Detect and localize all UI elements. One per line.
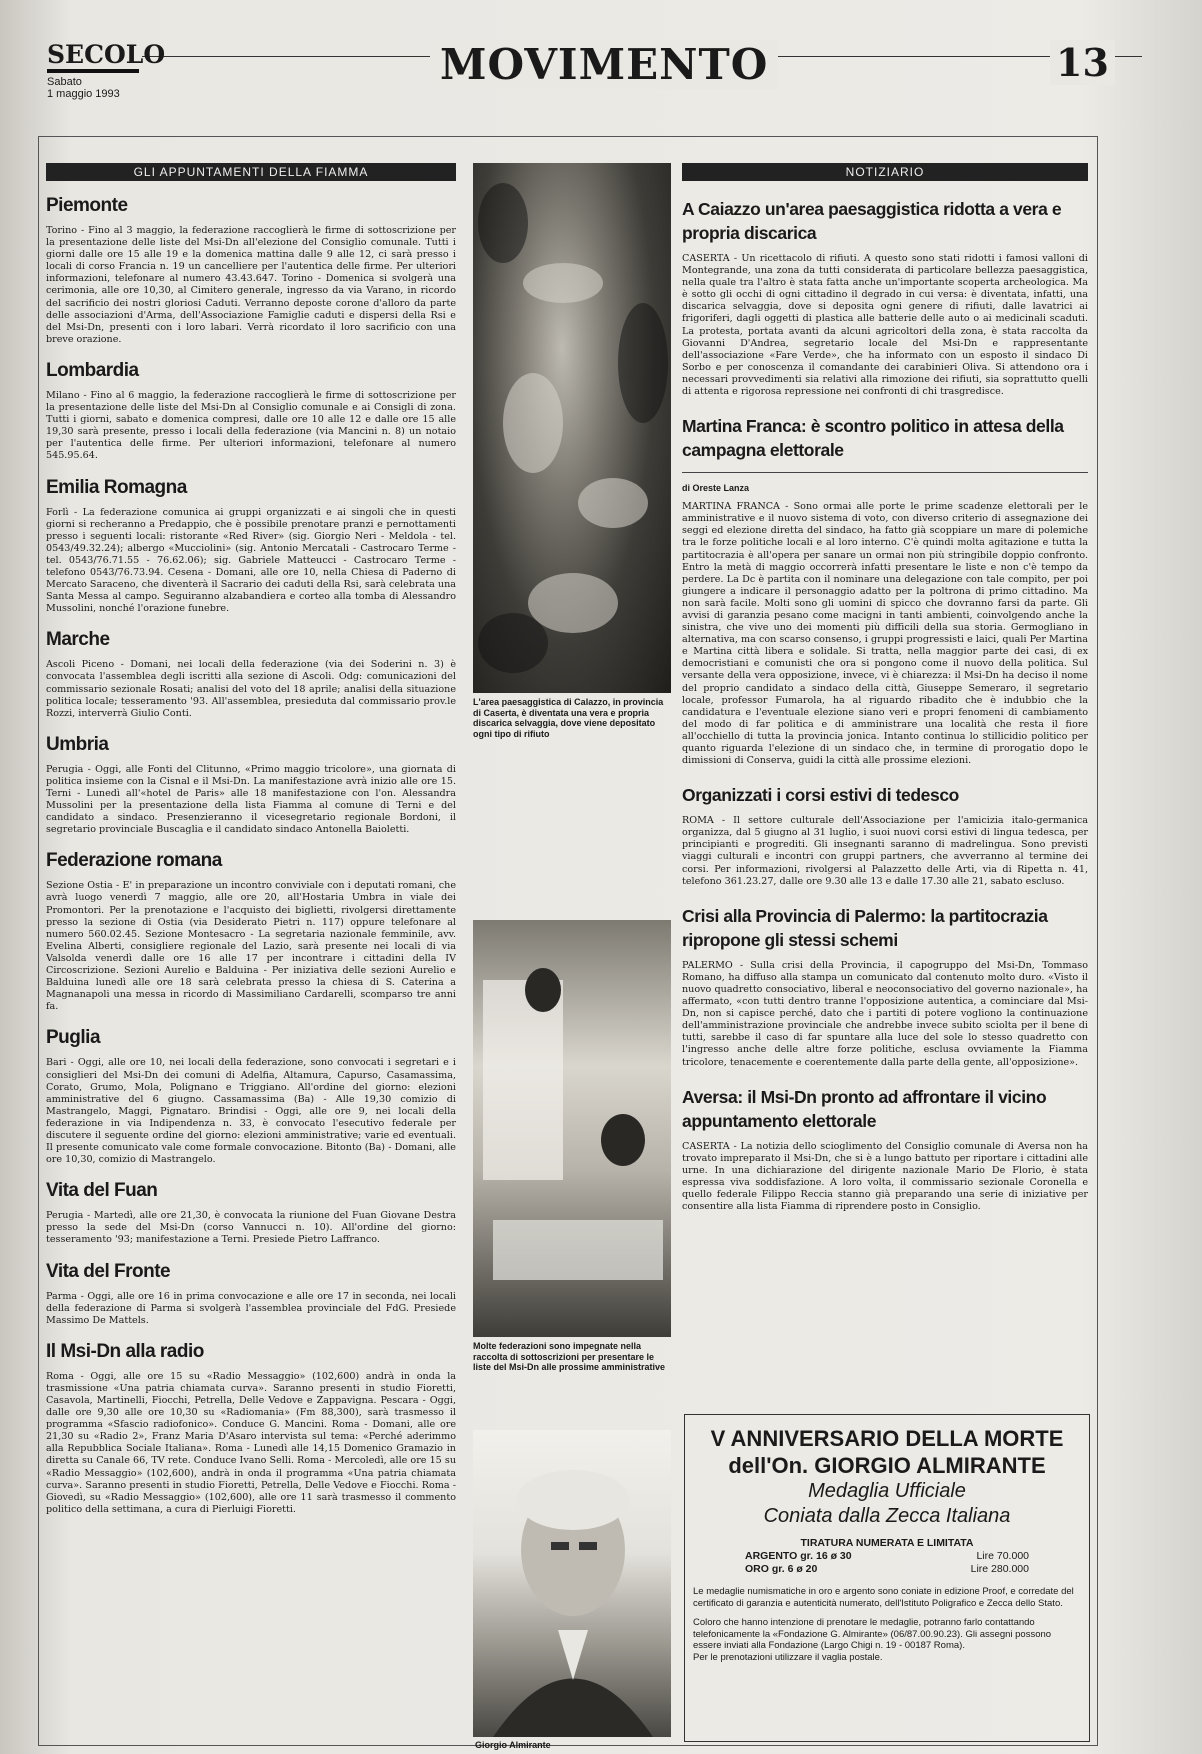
ad-mint-line: Coniata dalla Zecca Italiana [763,1505,1011,1527]
article-headline: A Caiazzo un'area paesaggistica ridotta a vera e propria discarica [682,199,1062,243]
region-heading: Umbria [46,733,109,755]
issue-day: Sabato [47,76,82,88]
almirante-portrait [473,1430,671,1737]
issue-full-date: 1 maggio 1993 [47,88,120,100]
page-number: 13 [1050,40,1115,85]
region-text: Perugia - Oggi, alle Fonti del Clitunno, «Primo maggio tricolore», una giornata di politica insieme con la Cisnal e il Msi-Dn. La manifestazione avrà inizio alle ore 15. Terni - Lunedì all'«hotel de Paris» alle 18 manifestazione con l'on. Alessandra Mussolini per la presentazione della lista Fiamma al comune di Terni e del candidato a sindaco. Presenzieranno il vicesegretario regionale Bordoni, il segretario provinciale Buscaglia e il candidato sindaco Antonella Baioletti. [46,763,456,836]
signatures-photo-texture [473,920,671,1337]
landfill-photo [473,163,671,693]
article-headline: Aversa: il Msi-Dn pronto ad affrontare il vicino appuntamento elettorale [682,1086,1047,1131]
region-heading: Piemonte [46,195,128,216]
ad-note-proof: Le medaglie numismatiche in oro e argento sono coniate in edizione Proof, e corredate del certificato di garanzia e autenticità numerato, dell'Istituto Poligrafico e Zecca dello Stato. [693,1586,1074,1609]
news-header: NOTIZIARIO [682,163,1088,181]
region-text: Ascoli Piceno - Domani, nei locali della federazione (via dei Soderini n. 3) è convocata l'assemblea degli iscritti alla sezione di Ascoli. Odg: comunicazioni del commissario sezionale Rosati; analisi del voto del 18 aprile; analisi della situazione politica locale; tesseramento '93. All'assemblea, presieduta dal commissario prov.le Rozzi, interverrà Giulio Conti. [46,659,456,719]
signatures-caption: Molte federazioni sono impegnate nella raccolta di sottoscrizioni per presentare le liste del Msi-Dn alle prossime amministrative [473,1341,666,1372]
ad-gold-spec: ORO gr. 6 ø 20 [745,1563,818,1575]
region-heading: Vita del Fuan [46,1180,158,1202]
ad-anniversary-line: V ANNIVERSARIO DELLA MORTE [710,1426,1064,1451]
region-heading: Puglia [46,1027,101,1049]
region-text: Roma - Oggi, alle ore 15 su «Radio Messaggio» (102,600) andrà in onda la trasmissione «Una patria chiamata curva». Saranno presenti in studio Fioretti, Casavola, Martinelli, Fiocchi, Petrella, Delle Vedove e Zappavigna. Pescara - Oggi, dalle ore 9,30 alle ore 10,30 su «Radiomania» (Fm 88,300), sarà trasmesso il programma «Sfascio radiofonico». Conduce G. Mancini. Roma - Domani, alle ore 21,30 su «Radio 2», Franz Maria D'Asaro intervista sul tema: «Perché aderimmo alla Repubblica Sociale Italiana». Roma - Lunedì alle 14,15 Domenico Gramazio in diretta su Canale 66, TV rete. Conduce Ivano Selli. Roma - Mercoledì, alle ore 15 su «Radio Messaggio» (102,600), andrà in onda il programma «Una patria chiamata curva». Saranno presenti in studio Fioretti, Petrella, Delle Vedove e Fiocchi. Roma - Giovedì, su «Radio Messaggio» (102,600), alle ore 11 sarà trasmesso il commento politico della settimana, a cura di Pierluigi Fioretti. [46,1370,456,1515]
ad-silver-spec: ARGENTO gr. 16 ø 30 [745,1550,852,1562]
region-text: Parma - Oggi, alle ore 16 in prima convocazione e alle ore 17 in seconda, nei locali della federazione di Parma si svolgerà l'assemblea provinciale del FdG. Presiede Massimo De Mattels. [46,1290,456,1326]
news-column [682,163,1088,1391]
region-heading: Lombardia [46,359,139,381]
region-text: Forlì - La federazione comunica ai gruppi organizzati e ai singoli che in questi giorni si recheranno a Predappio, che è possibile prenotare pranzi e pernottamenti presso i seguenti locali: ristorante «Red River» (sig. Giorgio Neri - Meldola - tel. 0543/49.32.24); albergo «Mucciolini» (sig. Antonio Mercatali - Castrocaro Terme - tel. 0543/76.71.55 - 76.62.06); sig. Gabriele Matteucci - Castrocaro Terme - telefono 0543/76.73.94. Cesena - Domani, alle ore 10, nella Chiesa di Paderno di Mercato Saraceno, che diventerà il Sacrario dei caduti della Rsi, sarà celebrata una Santa Messa al campo. Seguiranno alzabandiera e corteo alla tomba di Alessandro Mussolini, nonché l'orazione funebre. [46,506,456,615]
ad-name-line: dell'On. GIORGIO ALMIRANTE [728,1453,1046,1478]
section-title: MOVIMENTO [430,40,778,89]
article-text: CASERTA - La notizia dello scioglimento del Consiglio comunale di Aversa non ha trovato impreparato il Msi-Dn, che si è a lungo battuto per riportare i cittadini alle urne. In una dichiarazione del dirigente nazionale Mario De Florio, è stata espressa viva soddisfazione. A loro volta, il commissario sezionale Coronella e quello federale Filippo Reccia stanno già preparando una serie di iniziative per consentire alla lista Fiamma di riprendere posto in Consiglio. [682,1140,1088,1213]
landfill-caption: L'area paesaggistica di Calazzo, in provincia di Caserta, è diventata una vera e propria discarica selvaggia, dove viene depositato ogni tipo di rifiuto [473,697,664,739]
medal-advertisement [684,1414,1090,1742]
region-heading: Vita del Fronte [46,1260,171,1282]
articles-list [682,197,1088,1213]
ad-silver-price: Lire 70.000 [976,1550,1029,1562]
region-text: Milano - Fino al 6 maggio, la federazione raccoglierà le firme di sottoscrizione per la presentazione delle liste del Msi-Dn al Consiglio comunale e ai Consigli di zona. Tutti i giorni, sabato e domenica compresi, dalle ore 10 alle 12 e dalle ore 15 alle 19,30 sarà presente, presso i locali della federazione (via Mancini n. 8) un notaio per l'autentica delle firme. Per ulteriori informazioni, telefonare al numero 545.95.64. [46,389,456,462]
appointments-column [46,163,456,1741]
region-heading: Federazione romana [46,850,222,872]
article-text: ROMA - Il settore culturale dell'Associazione per l'amicizia italo-germanica organizza, dal 5 giugno al 31 luglio, i suoi nuovi corsi estivi di lingua tedesca, per principianti e progrediti. Gli insegnanti saranno di madrelingua. Sono previsti viaggi culturali e incontri con gruppi partners, che avverranno al termine dei corsi. Per informazioni, rivolgersi al Palazzetto delle Arti, via di Ripetta n. 41, telefono 361.23.27, dalle ore 9.30 alle 13 e dalle 17.30 alle 21, sabato escluso. [682,815,1088,887]
landfill-photo-texture [473,163,671,693]
region-heading: Emilia Romagna [46,476,187,498]
region-text: Perugia - Martedì, alle ore 21,30, è convocata la riunione del Fuan Giovane Destra presso la sede del Msi-Dn (corso Vannucci n. 10). All'ordine del giorno: tesseramento '93; manifestazione a Terni. Presiede Pietro Laffranco. [46,1210,456,1246]
byline-rule [682,472,1088,473]
article-text: CASERTA - Un ricettacolo di rifiuti. A questo sono stati ridotti i famosi valloni di Montegrande, una zona da tutti considerata di particolare bellezza paesaggistica, nella quale tra l'altro è stata fatta anche un'importante scoperta archeologica. Ma è sotto gli occhi di ogni cittadino il degrado in cui versa: è diventata, infatti, una discarica selvaggia, dove si deposita ogni genere di rifiuti, dalle lavatrici ai frigoriferi, dagli oggetti di plastica alle batterie delle auto o ai medicinali scaduti. La protesta, portata avanti da alcuni agricoltori della zona, è stata raccolta da Giovanni D'Andrea, segretario locale del Msi-Dn e rappresentante dell'associazione «Fare Verde», che ha informato con un esposto il sindaco Di Sorbo e per conoscenza il comandante dei carabinieri Oliva. Si attendono ora i necessari provvedimenti sia relativi alla rimozione dei rifiuti, sia soprattutto quelli di attenta e rigorosa repressione nei confronti di chi trasgredisce. [682,253,1088,398]
article-headline: Organizzati i corsi estivi di tedesco [682,785,959,806]
article-text: MARTINA FRANCA - Sono ormai alle porte le prime scadenze elettorali per le amministrative e il nuovo sistema di voto, con diverso criterio di assegnazione dei seggi ed elezione diretta del sindaco, ha fatto già scoppiare un mare di polemiche tra le forze politiche locali e al loro interno. C'è quindi molta agitazione e tutta la partitocrazia è all'opera per sanare un ormai non più stringibile doppio confronto. Entro la metà di maggio occorrerà infatti presentare le liste e non c'è tempo da perdere. La Dc è partita con il nominare una delegazione con tale compito, per poi giungere a indicare il personaggio adatto per la poltrona di primo cittadino. Ma non sarà facile. Molti sono gli uomini di spicco che dovranno farsi da parte. Gli avvisi di garanzia pesano come macigni in tanti ambienti, coinvolgendo anche la sinistra, che vive uno dei momenti più difficili della sua storia. Germogliano in alternativa, ma con scarso consenso, i gruppi progressisti e laici, quali Per Martina e Martina città libera e solidale. Si tratta, nella maggior parte dei casi, di ex democristiani e comunisti che ora si pongono come il nuovo della politica. Sul versante della vera opposizione, invece, vi è chiarezza: il Msi-Dn ha deciso il nome del proprio candidato a sindaco della città, Giuseppe Semeraro, il segretario locale, professor Fumarola, ha al riguardo ribadito che è indubbio che la candidatura e l'eventuale elezione siano veri e propri fenomeni di cambiamento del modo di far politica e di amministrare una località che resta il fiore all'occhiello di tutta la provincia jonica. Intanto continua lo stillicidio politico per quanto riguarda l'elezione di un sindaco che, in termine di prorogatio dopo le dimissioni di Conserva, guidi la città alle prossime elezioni. [682,501,1088,767]
regions-list [46,195,456,1516]
appointments-header: GLI APPUNTAMENTI DELLA FIAMMA [46,163,456,181]
almirante-photo [473,1430,671,1737]
ad-edition: TIRATURA NUMERATA E LIMITATA [800,1537,974,1549]
signatures-photo [473,920,671,1337]
article-headline: Martina Franca: è scontro politico in attesa della campagna elettorale [682,416,1064,461]
ad-note-booking: Coloro che hanno intenzione di prenotare le medaglie, potranno farlo contattando telefonicamente la «Fondazione G. Almirante» (06/87.00.90.23). Gli assegni possono essere inviati alla Fondazione (Largo Chigi n. 19 - 00187 Roma). [693,1617,1052,1651]
region-heading: Marche [46,629,110,651]
article-text: PALERMO - Sulla crisi della Provincia, il capogruppo del Msi-Dn, Tommaso Romano, ha diffuso alla stampa un comunicato dal contenuto molto duro. «Visto il nuovo quadretto consociativo, liberal e neoconsociativo del governo nazionale», ha affermato, «con tutti dentro tranne l'opposizione autentica, a cominciare dal Msi-Dn, non si capisce perché, dato che i partiti di potere vogliono la continuazione dell'amministrazione provinciale che andrebbe invece subito sciolta per il bene di tutti, sarebbe il caso di far spuntare alla luce del sole lo stesso quadretto con l'ingresso anche delle altre forze politiche, esclusa ovviamente la Fiamma tricolore, tenacemente e coerentemente dalla parte della gente, all'opposizione». [682,959,1088,1068]
ad-medal-line: Medaglia Ufficiale [808,1480,966,1502]
article-byline: di Oreste Lanza [682,483,750,494]
ad-gold-price: Lire 280.000 [970,1563,1029,1575]
region-heading: Il Msi-Dn alla radio [46,1340,204,1362]
newspaper-logo: SECOLO [47,40,166,69]
region-text: Bari - Oggi, alle ore 10, nei locali della federazione, sono convocati i segretari e i consiglieri del Msi-Dn dei comuni di Adelfia, Altamura, Capurso, Casamassima, Corato, Grumo, Mola, Polignano e Triggiano. All'ordine del giorno: elezioni amministrative del 6 giugno. Cassamassima (Ba) - Alle 19,30 comizio di Mastrangelo, Maggi, Pignataro. Brindisi - Oggi, alle ore 9, nei locali della federazione in via Indipendenza n. 33, è convocato l'esecutivo federale per discutere il seguente ordine del giorno: elezioni amministrative; varie ed eventuali. Il presente comunicato vale come formale convocazione. Bitonto (Ba) - Domani, alle ore 10,30, comizio di Mastrangelo. [46,1057,456,1166]
region-text: Sezione Ostia - E' in preparazione un incontro conviviale con i deputati romani, che avrà luogo venerdì 7 maggio, alle ore 20, all'Hostaria Umbra in viale dei Promontori. Per la prenotazione e l'acquisto dei biglietti, rivolgersi direttamente presso la sezione di Ostia (via Desiderato Pietri n. 117) oppure telefonare al numero 560.02.45. Sezione Montesacro - La segretaria nazionale femminile, avv. Evelina Alberti, consigliere regionale del Lazio, sarà presente nei locali di via Valsolda venerdì dalle ore 16 alle 17 per incontrare i cittadini della IV Circoscrizione. Sezioni Aurelio e Balduina - Per iniziativa delle sezioni Aurelio e Balduina lunedì alle ore 18 sarà celebrata presso la chiesa di S. Caterina a Magnanapoli una messa in ricordo di Massimiliano Cardarelli, scomparso tre anni fa. [46,880,456,1013]
ad-gold-row [685,1563,1089,1576]
almirante-caption: Giorgio Almirante [475,1740,551,1750]
ad-silver-row [685,1550,1089,1563]
region-text: Torino - Fino al 3 maggio, la federazione raccoglierà le firme di sottoscrizione per la presentazione delle liste del Msi-Dn all'elezione del Consiglio comunale. Tutti i giorni dalle ore 15 alle 19 e la domenica mattina dalle 9 alle 12, ci sarà presso i locali di corso Francia n. 19 un cancelliere per l'autentica delle firme. Per ulteriori informazioni, telefonare al numero 43.43.647. Torino - Domenica si svolgerà una cerimonia, alle ore 10,30, al Cimitero generale, ingresso da via Varano, in ricordo del sacrificio dei nostri gloriosi Caduti. Verranno deposte corone d'alloro da parte delle associazioni d'Arma, dell'Associazione Famiglie caduti e dispersi della Rsi e del Msi-Dn, presenti con i loro labari. Verrà ricordato il loro sacrificio con una breve orazione. [46,225,456,345]
issue-date [47,76,120,100]
article-headline: Crisi alla Provincia di Palermo: la partitocrazia ripropone gli stessi schemi [682,905,1048,950]
ad-note-postal: Per le prenotazioni utilizzare il vaglia postale. [693,1651,883,1663]
logo-underline [47,69,139,73]
